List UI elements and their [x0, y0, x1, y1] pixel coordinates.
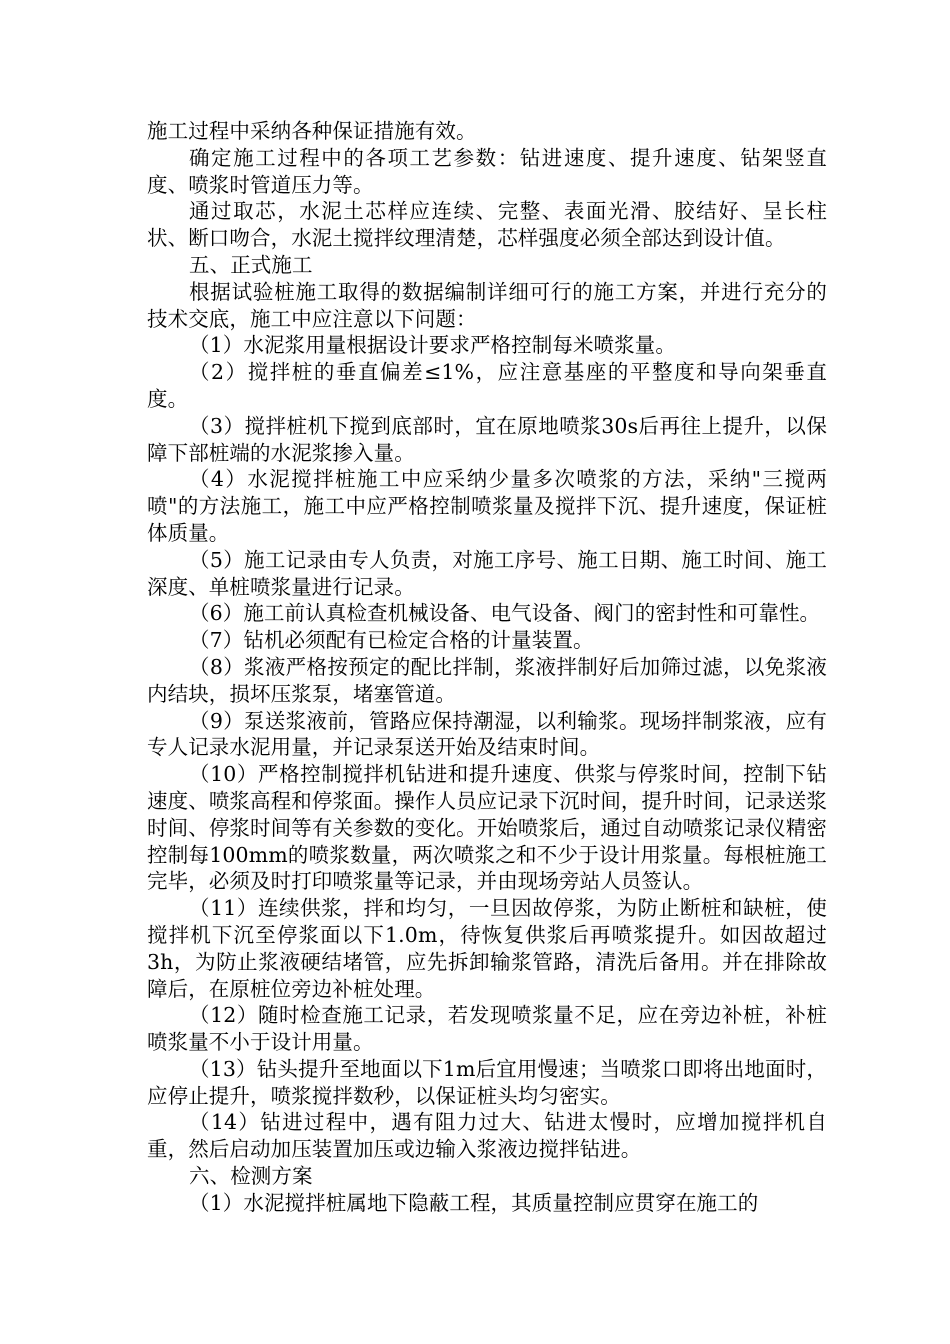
section-heading: 六、检测方案	[189, 1164, 313, 1189]
list-item: （3）搅拌桩机下搅到底部时，宜在原地喷浆30s后再往上提升，以保障下部桩端的水泥浆掺入量。	[147, 413, 827, 465]
list-item: （5）施工记录由专人负责，对施工序号、施工日期、施工时间、施工深度、单桩喷浆量进行记录。	[147, 547, 827, 599]
list-item: （8）浆液严格按预定的配比拌制，浆液拌制好后加筛过滤，以免浆液内结块，损坏压浆泵，堵塞管道。	[147, 654, 827, 706]
paragraph: 通过取芯，水泥土芯样应连续、完整、表面光滑、胶结好、呈长柱状、断口吻合，水泥土搅拌纹理清楚，芯样强度必须全部达到设计值。	[147, 199, 827, 251]
section-heading: 五、正式施工	[189, 252, 313, 277]
document-body	[147, 118, 827, 1217]
paragraph: 根据试验桩施工取得的数据编制详细可行的施工方案，并进行充分的技术交底，施工中应注意以下问题：	[147, 279, 827, 331]
list-item: （6）施工前认真检查机械设备、电气设备、阀门的密封性和可靠性。	[189, 601, 821, 626]
paragraph: 确定施工过程中的各项工艺参数：钻进速度、提升速度、钻架竖直度、喷浆时管道压力等。	[147, 145, 827, 197]
list-item: （14）钻进过程中，遇有阻力过大、钻进太慢时，应增加搅拌机自重，然后启动加压装置加压或边输入浆液边搅拌钻进。	[147, 1110, 827, 1162]
paragraph: 施工过程中采纳各种保证措施有效。	[147, 119, 477, 143]
list-item: （13）钻头提升至地面以下1m后宜用慢速；当喷浆口即将出地面时，应停止提升，喷浆搅拌数秒，以保证桩头均匀密实。	[147, 1056, 827, 1108]
list-item: （2）搅拌桩的垂直偏差≤1%，应注意基座的平整度和导向架垂直度。	[147, 360, 827, 411]
list-item: （9）泵送浆液前，管路应保持潮湿，以利输浆。现场拌制浆液，应有专人记录水泥用量，并记录泵送开始及结束时间。	[147, 708, 827, 760]
list-item: （10）严格控制搅拌机钻进和提升速度、供浆与停浆时间，控制下钻速度、喷浆高程和停浆面。操作人员应记录下沉时间，提升时间，记录送浆时间、停浆时间等有关参数的变化。开始喷浆后，通过自动喷浆记录仪精密控制每100mm的喷浆数量，两次喷浆之和不少于设计用浆量。每根桩施工完毕，必须及时打印喷浆量等记录，并由现场旁站人员签认。	[147, 762, 827, 894]
list-item: （7）钻机必须配有已检定合格的计量装置。	[189, 628, 594, 653]
list-item: （4）水泥搅拌桩施工中应采纳少量多次喷浆的方法，采纳"三搅两喷"的方法施工，施工中应严格控制喷浆量及搅拌下沉、提升速度，保证桩体质量。	[147, 467, 827, 545]
list-item: （1）水泥浆用量根据设计要求严格控制每米喷浆量。	[189, 333, 676, 358]
list-item: （11）连续供浆，拌和均匀，一旦因故停浆，为防止断桩和缺桩，使搅拌机下沉至停浆面以下1.0m，待恢复供浆后再喷浆提升。如因故超过3h，为防止浆液硬结堵管，应先拆卸输浆管路，清洗后备用。并在排除故障后，在原桩位旁边补桩处理。	[147, 896, 827, 1001]
list-item: （1）水泥搅拌桩属地下隐蔽工程，其质量控制应贯穿在施工的	[189, 1190, 759, 1215]
list-item: （12）随时检查施工记录，若发现喷浆量不足，应在旁边补桩，补桩喷浆量不小于设计用量。	[147, 1003, 827, 1055]
